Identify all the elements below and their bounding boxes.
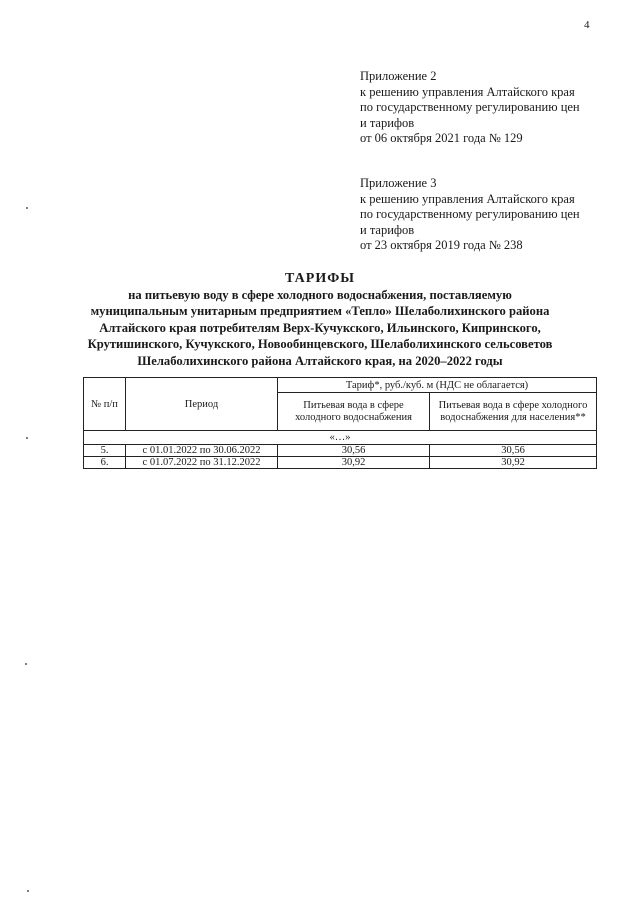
- title-line: Крутишинского, Кучукского, Новообинцевского, Шелаболихинского сельсоветов: [87, 337, 553, 352]
- table-row: [84, 457, 597, 469]
- header-period: Период: [126, 378, 278, 431]
- header-num: № п/п: [84, 378, 126, 431]
- title-line: муниципальным унитарным предприятием «Тепло» Шелаболихинского района: [90, 304, 550, 319]
- scan-speck: [27, 890, 29, 892]
- table-row-ellipsis: [84, 431, 597, 445]
- document-title: [80, 270, 560, 369]
- cell-num: 6.: [84, 457, 126, 469]
- ellipsis-cell: «…»: [84, 431, 597, 445]
- cell-num: 5.: [84, 445, 126, 457]
- appendix-3-line: от 23 октября 2019 года № 238: [360, 238, 523, 253]
- cell-population: 30,56: [430, 445, 597, 457]
- header-population: Питьевая вода в сфере холодного водоснабжения для населения**: [430, 393, 597, 431]
- cell-period: с 01.07.2022 по 31.12.2022: [126, 457, 278, 469]
- title-main: ТАРИФЫ: [285, 271, 355, 286]
- appendix-2-line: по государственному регулированию цен: [360, 100, 580, 115]
- appendix-2-line: Приложение 2: [360, 69, 437, 83]
- title-line: Шелаболихинского района Алтайского края, на 2020–2022 годы: [137, 353, 503, 368]
- page-number: 4: [584, 19, 590, 31]
- table-row: [84, 445, 597, 457]
- appendix-3-line: по государственному регулированию цен: [360, 207, 580, 222]
- title-line: Алтайского края потребителям Верх-Кучукского, Ильинского, Кипринского,: [99, 320, 541, 335]
- tariff-table: [83, 377, 597, 469]
- header-tariff-group: Тариф*, руб./куб. м (НДС не облагается): [278, 378, 597, 393]
- title-line: на питьевую воду в сфере холодного водоснабжения, поставляемую: [128, 288, 512, 302]
- appendix-2-line: от 06 октября 2021 года № 129: [360, 131, 523, 146]
- title-subtitle: [80, 287, 560, 369]
- cell-period: с 01.01.2022 по 30.06.2022: [126, 445, 278, 457]
- appendix-3-block: [360, 176, 620, 254]
- cell-water: 30,92: [278, 457, 430, 469]
- appendix-3-line: к решению управления Алтайского края: [360, 191, 575, 206]
- header-water: Питьевая вода в сфере холодного водоснабжения: [278, 393, 430, 431]
- table-header-row: [84, 378, 597, 393]
- appendix-2-line: к решению управления Алтайского края: [360, 84, 575, 99]
- scan-speck: [26, 207, 28, 209]
- appendix-2-block: [360, 69, 620, 147]
- scan-speck: [26, 437, 28, 439]
- cell-water: 30,56: [278, 445, 430, 457]
- appendix-2-line: и тарифов: [360, 115, 415, 130]
- scan-speck: [25, 663, 27, 665]
- appendix-3-line: Приложение 3: [360, 176, 437, 190]
- cell-population: 30,92: [430, 457, 597, 469]
- appendix-3-line: и тарифов: [360, 222, 415, 237]
